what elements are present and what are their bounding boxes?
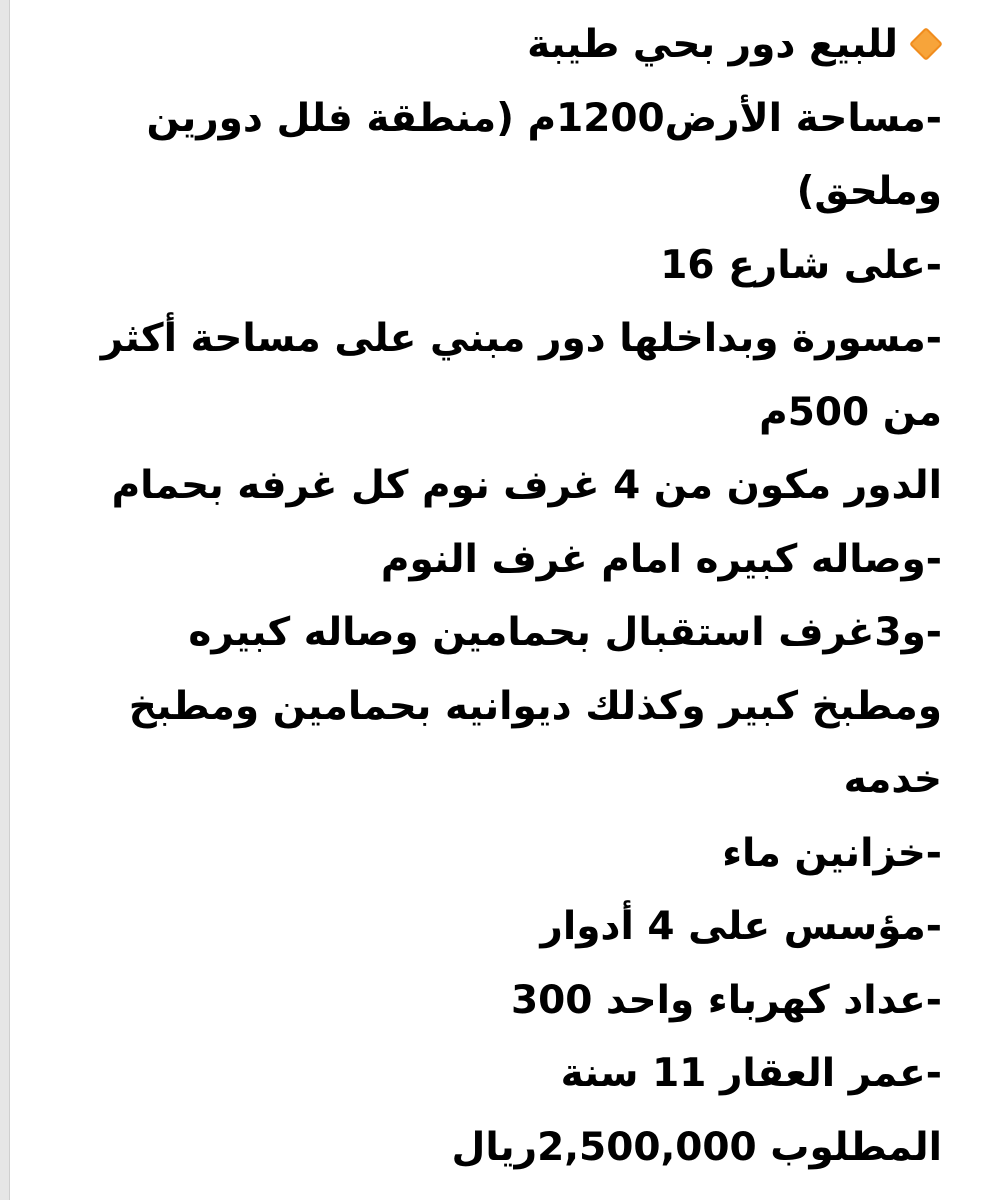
listing-line-walled-building: -مسورة وبداخلها دور مبني على مساحة أكثر من 500م — [100, 316, 942, 435]
listing-headline: للبيع دور بحي طيبة — [527, 22, 898, 67]
listing-line-street: -على شارع 16 — [660, 242, 942, 288]
listing-line-reception-rooms: -و3غرف استقبال بحمامين وصاله كبيره ومطبخ كبير وكذلك ديوانيه بحمامين ومطبخ خدمه — [128, 610, 942, 802]
listing-line-hall: -وصاله كبيره امام غرف النوم — [380, 536, 942, 582]
orange-diamond-icon — [909, 27, 943, 61]
page-left-edge — [0, 0, 10, 1200]
listing-line-property-age: -عمر العقار 11 سنة — [560, 1051, 942, 1096]
listing-line-electric-meter: -عداد كهرباء واحد 300 — [510, 977, 942, 1023]
listing-line-land-area: -مساحة الأرض1200م (منطقة فلل دورين وملحق) — [146, 95, 942, 214]
listing-line-foundation: -مؤسس على 4 أدوار — [540, 904, 942, 949]
listing-line-asking-price: المطلوب 2,500,000ريال — [451, 1124, 942, 1170]
listing-headline-row — [62, 8, 942, 82]
listing-post — [62, 8, 942, 1184]
listing-line-water-tanks: -خزانين ماء — [722, 830, 942, 876]
listing-line-bedrooms: الدور مكون من 4 غرف نوم كل غرفه بحمام — [111, 463, 942, 508]
